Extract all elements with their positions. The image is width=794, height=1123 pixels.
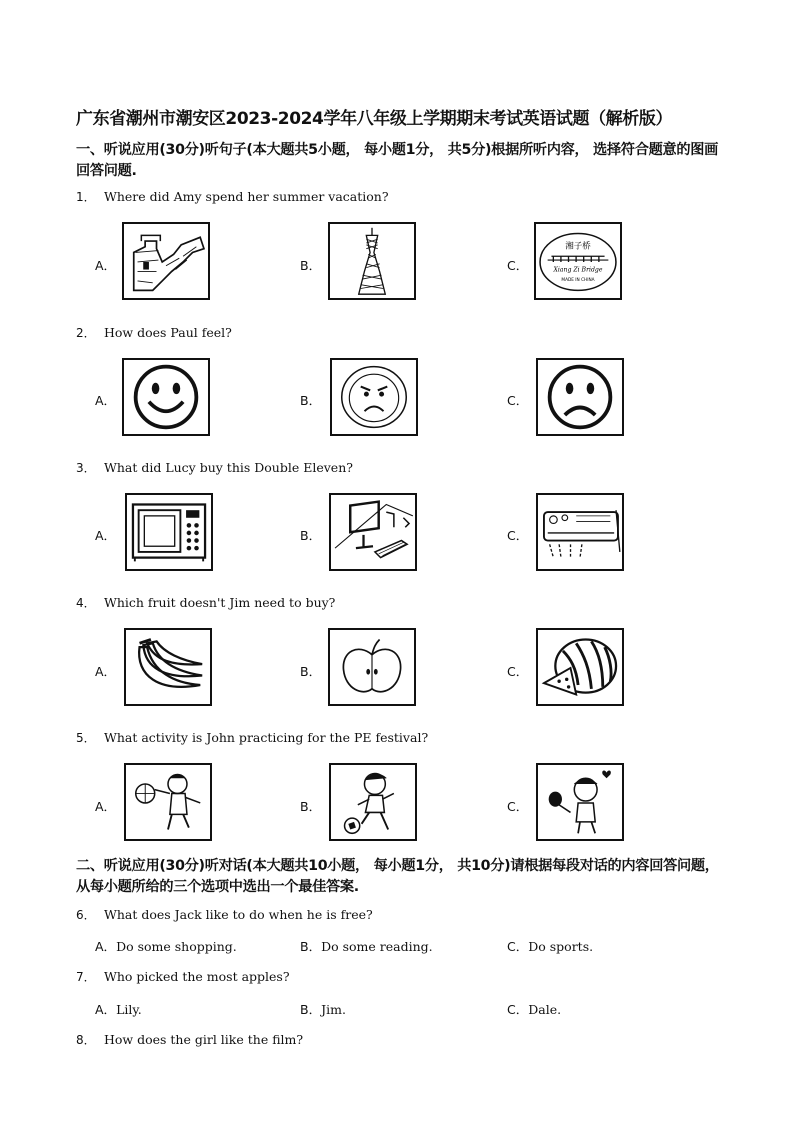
computer-icon[interactable] xyxy=(329,493,417,571)
apple-icon[interactable] xyxy=(328,628,416,706)
question-number: 8． xyxy=(76,1033,96,1047)
option-label: A． xyxy=(95,799,117,814)
question-number: 4． xyxy=(76,596,96,610)
question-6 xyxy=(76,906,373,923)
answer-option-b[interactable] xyxy=(300,1000,346,1018)
question-number: 7． xyxy=(76,970,96,984)
option-label: A． xyxy=(95,664,117,679)
option-label: C． xyxy=(507,393,529,408)
option-text: Do sports. xyxy=(528,939,594,954)
option-label: A． xyxy=(95,939,117,954)
option-label: B． xyxy=(300,939,322,954)
xiangzi-bridge-icon[interactable] xyxy=(534,222,622,300)
question-1 xyxy=(76,188,389,205)
bridge-caption-en: Xiang Zi Bridge xyxy=(553,266,603,274)
question-text: What activity is John practicing for the PE festival? xyxy=(104,730,429,745)
option-label: C． xyxy=(507,258,529,273)
option-label: C． xyxy=(507,1002,529,1017)
option-label: A． xyxy=(95,528,117,543)
question-text: What does Jack like to do when he is free? xyxy=(104,907,373,922)
section-1-heading: 一、听说应用(30分)听句子(本大题共5小题， 每小题1分， 共5分)根据所听内容， 选择符合题意的图画回答问题. xyxy=(76,142,719,179)
document-title: 广东省潮州市潮安区2023-2024学年八年级上学期期末考试英语试题（解析版） xyxy=(76,109,673,129)
answer-option-a[interactable] xyxy=(95,1000,142,1018)
basketball-player-icon[interactable] xyxy=(124,763,212,841)
option-label: A． xyxy=(95,1002,117,1017)
microwave-icon[interactable] xyxy=(125,493,213,571)
sad-face-icon[interactable] xyxy=(536,358,624,436)
answer-option-c[interactable] xyxy=(507,1000,561,1018)
bridge-caption-cn: 湘子桥 xyxy=(565,241,591,252)
question-number: 1． xyxy=(76,190,96,204)
option-label: A． xyxy=(95,258,117,273)
answer-option-c[interactable] xyxy=(507,937,593,955)
question-text: How does Paul feel? xyxy=(104,325,232,340)
answer-option-b[interactable] xyxy=(300,937,433,955)
bridge-caption-made: MADE IN CHINA xyxy=(561,277,595,283)
air-conditioner-icon[interactable] xyxy=(536,493,624,571)
question-2 xyxy=(76,324,232,341)
question-7 xyxy=(76,968,290,985)
watermelon-icon[interactable] xyxy=(536,628,624,706)
option-text: Jim. xyxy=(321,1002,346,1017)
angry-face-icon[interactable] xyxy=(330,358,418,436)
option-label: B． xyxy=(300,528,322,543)
badminton-player-icon[interactable] xyxy=(536,763,624,841)
answer-option-a[interactable] xyxy=(95,937,237,955)
option-label: B． xyxy=(300,664,322,679)
question-5 xyxy=(76,729,428,746)
soccer-player-icon[interactable] xyxy=(329,763,417,841)
section-2-heading: 二、听说应用(30分)听对话(本大题共10小题， 每小题1分， 共10分)请根据每段对话的内容回答问题，从每小题所给的三个选项中选出一个最佳答案. xyxy=(76,858,719,895)
option-label: B． xyxy=(300,799,322,814)
question-3 xyxy=(76,459,353,476)
option-text: Lily. xyxy=(116,1002,142,1017)
option-text: Do some shopping. xyxy=(116,939,237,954)
option-label: B． xyxy=(300,1002,322,1017)
option-label: C． xyxy=(507,799,529,814)
question-text: Where did Amy spend her summer vacation? xyxy=(104,189,389,204)
happy-face-icon[interactable] xyxy=(122,358,210,436)
question-number: 5． xyxy=(76,731,96,745)
option-label: C． xyxy=(507,664,529,679)
canton-tower-icon[interactable] xyxy=(328,222,416,300)
question-text: Which fruit doesn't Jim need to buy? xyxy=(104,595,336,610)
question-text: What did Lucy buy this Double Eleven? xyxy=(104,460,353,475)
option-label: C． xyxy=(507,939,529,954)
great-wall-icon[interactable] xyxy=(122,222,210,300)
question-8 xyxy=(76,1031,303,1048)
question-4 xyxy=(76,594,335,611)
question-text: Who picked the most apples? xyxy=(104,969,290,984)
question-text: How does the girl like the film? xyxy=(104,1032,304,1047)
banana-icon[interactable] xyxy=(124,628,212,706)
option-text: Dale. xyxy=(528,1002,562,1017)
question-number: 2． xyxy=(76,326,96,340)
option-label: A． xyxy=(95,393,117,408)
option-label: C． xyxy=(507,528,529,543)
option-text: Do some reading. xyxy=(321,939,433,954)
question-number: 3． xyxy=(76,461,96,475)
option-label: B． xyxy=(300,258,322,273)
option-label: B． xyxy=(300,393,322,408)
question-number: 6． xyxy=(76,908,96,922)
